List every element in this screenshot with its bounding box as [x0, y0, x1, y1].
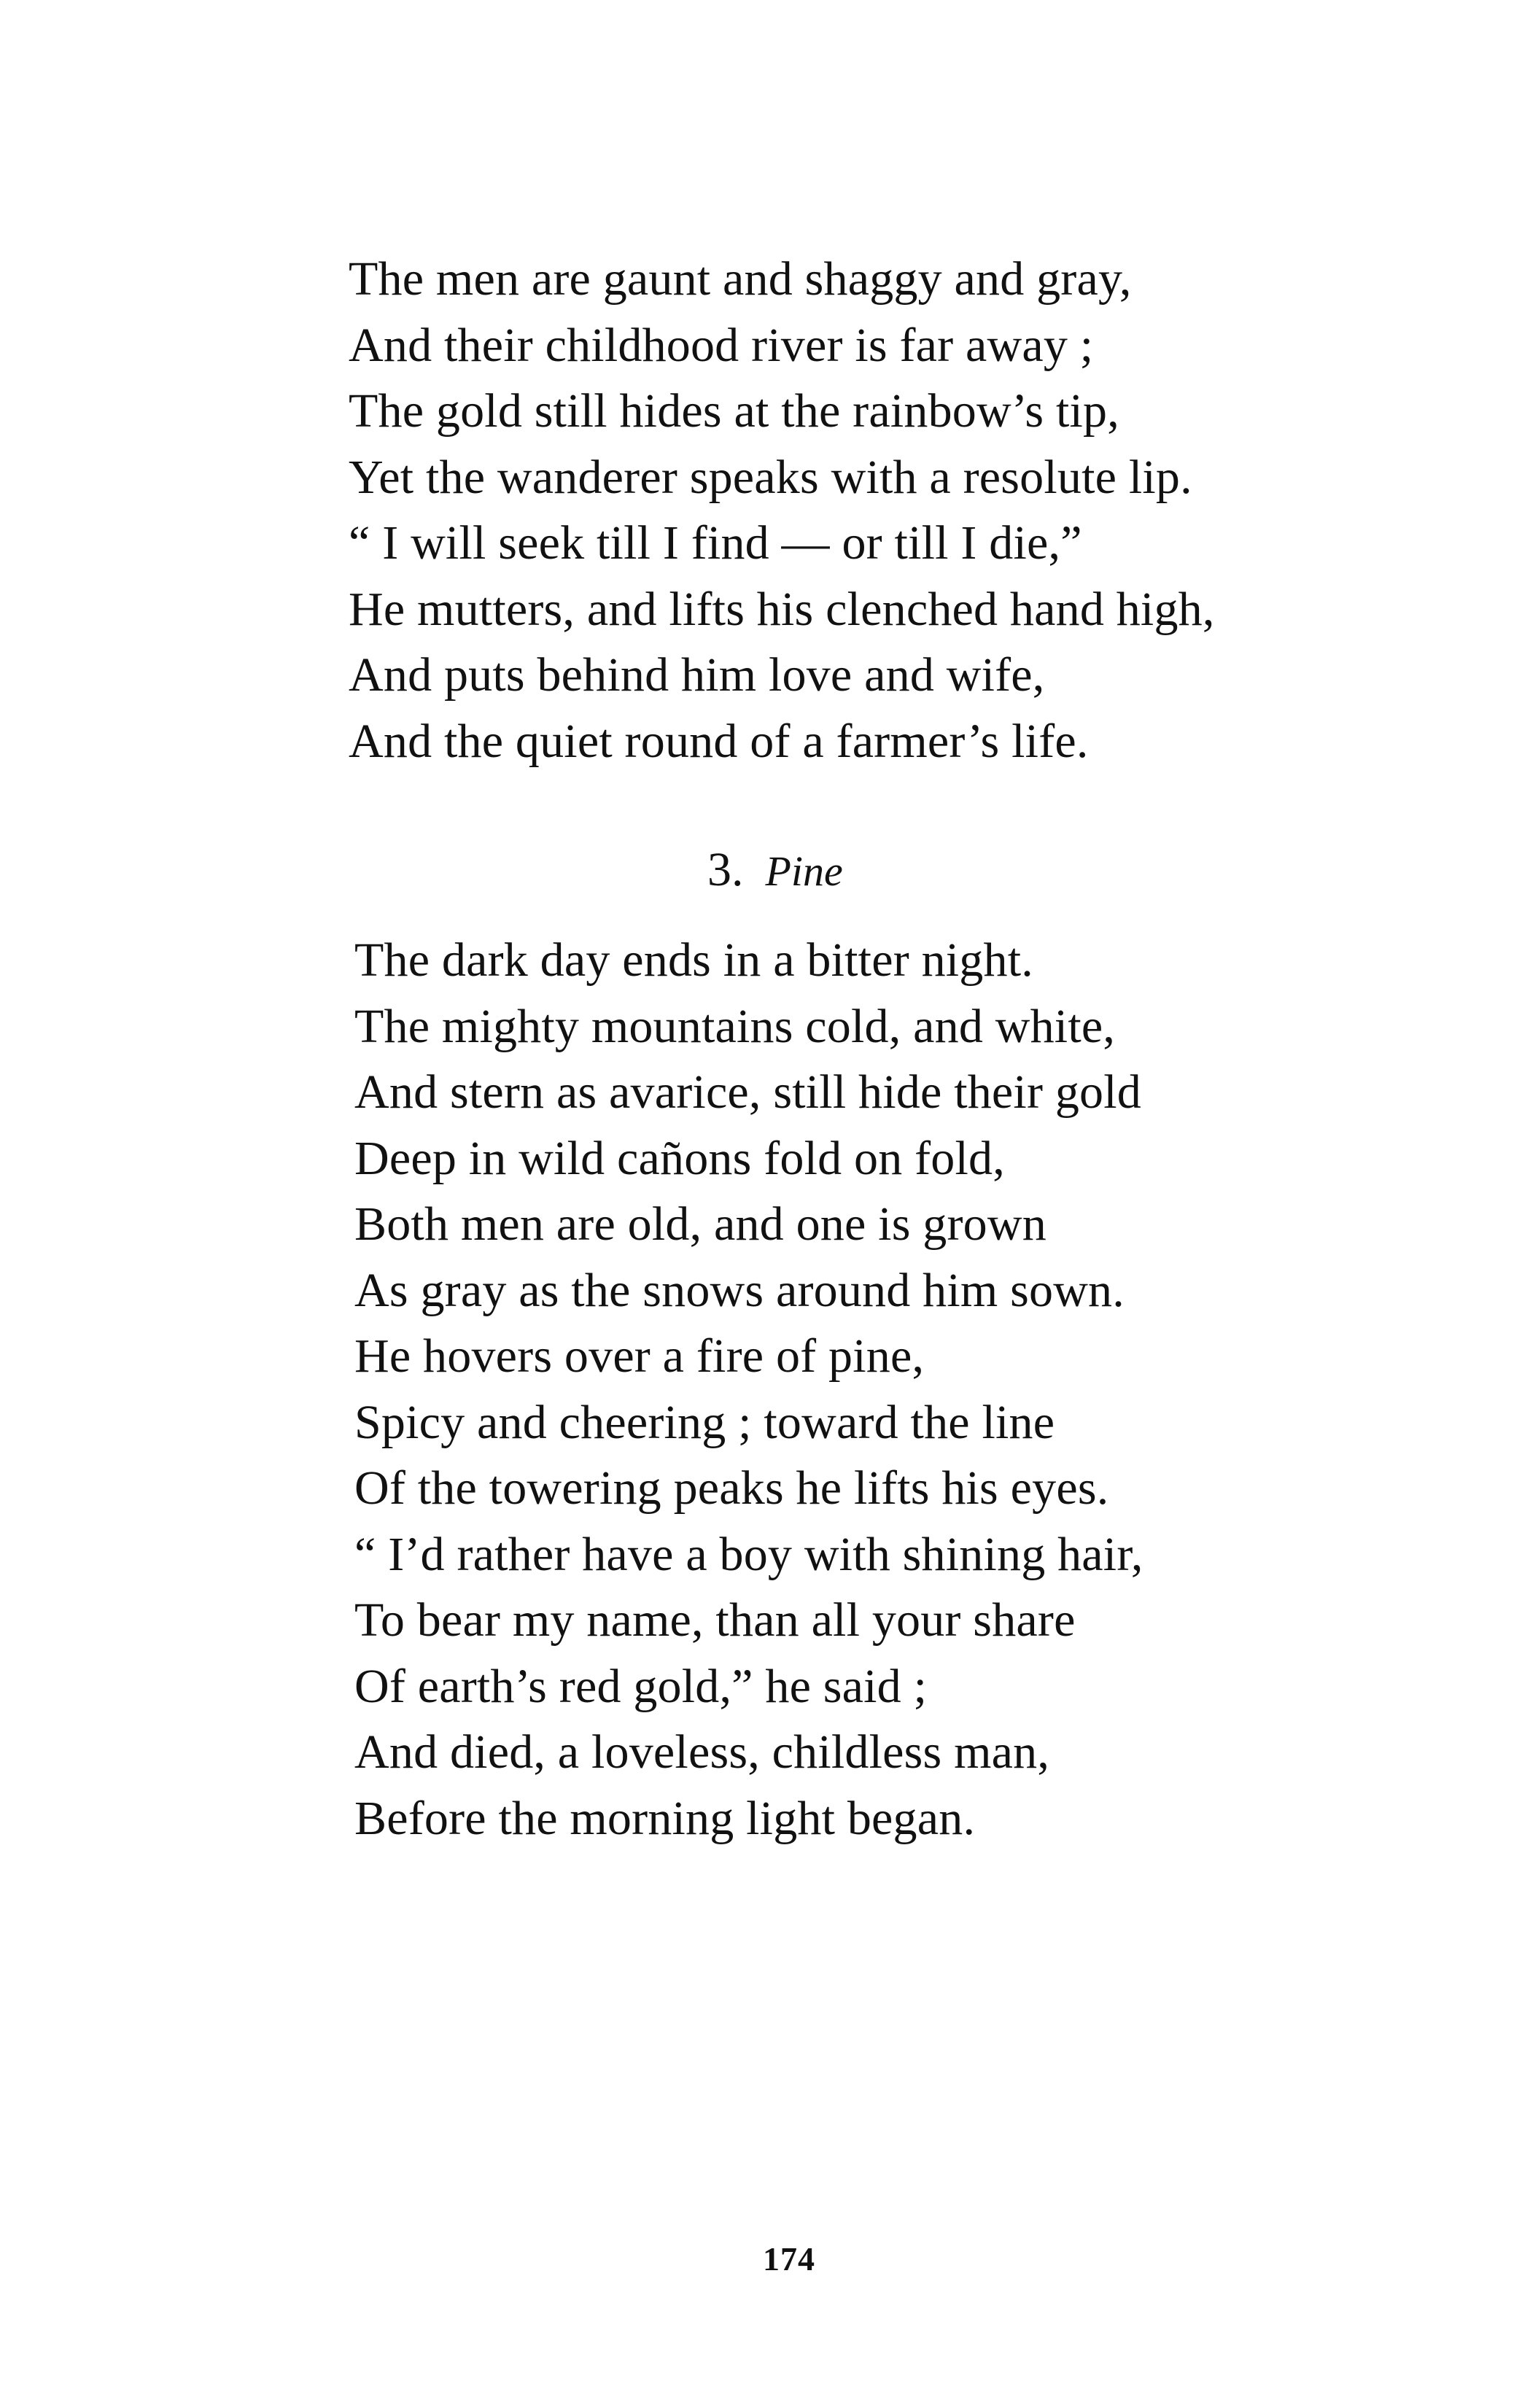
verse-line: And stern as avarice, still hide their gold: [354, 1065, 1141, 1119]
stanza-one: [349, 246, 1215, 774]
verse-line: Of the towering peaks he lifts his eyes.: [354, 1461, 1109, 1515]
verse-line: The mighty mountains cold, and white,: [354, 999, 1116, 1053]
stanza-two: [354, 928, 1143, 1852]
page-number: 174: [763, 2240, 815, 2277]
verse-line: Before the morning light began.: [354, 1791, 976, 1845]
verse-line: To bear my name, than all your share: [354, 1593, 1076, 1647]
verse-line: “ I will seek till I find — or till I die,”: [349, 516, 1082, 570]
verse-line: “ I’d rather have a boy with shining hair,: [354, 1527, 1143, 1581]
verse-line: As gray as the snows around him sown.: [354, 1263, 1125, 1317]
verse-line: Deep in wild cañons fold on fold,: [354, 1131, 1005, 1185]
section-number: 3.: [707, 843, 744, 896]
verse-line: He mutters, and lifts his clenched hand high,: [349, 582, 1215, 636]
verse-line: And died, a loveless, childless man,: [354, 1725, 1050, 1779]
verse-line: The dark day ends in a bitter night.: [354, 933, 1033, 987]
verse-line: And their childhood river is far away ;: [349, 318, 1094, 372]
verse-line: Spicy and cheering ; toward the line: [354, 1395, 1055, 1449]
verse-line: He hovers over a fire of pine,: [354, 1329, 925, 1383]
section-heading: [707, 837, 843, 904]
verse-line: The gold still hides at the rainbow’s tip,: [349, 384, 1119, 438]
verse-line: The men are gaunt and shaggy and gray,: [349, 252, 1132, 306]
verse-line: Of earth’s red gold,” he said ;: [354, 1659, 928, 1713]
section-title: Pine: [765, 847, 843, 895]
verse-line: Yet the wanderer speaks with a resolute lip.: [349, 450, 1192, 504]
verse-line: And the quiet round of a farmer’s life.: [349, 714, 1089, 768]
verse-line: Both men are old, and one is grown: [354, 1197, 1046, 1251]
verse-line: And puts behind him love and wife,: [349, 648, 1045, 702]
